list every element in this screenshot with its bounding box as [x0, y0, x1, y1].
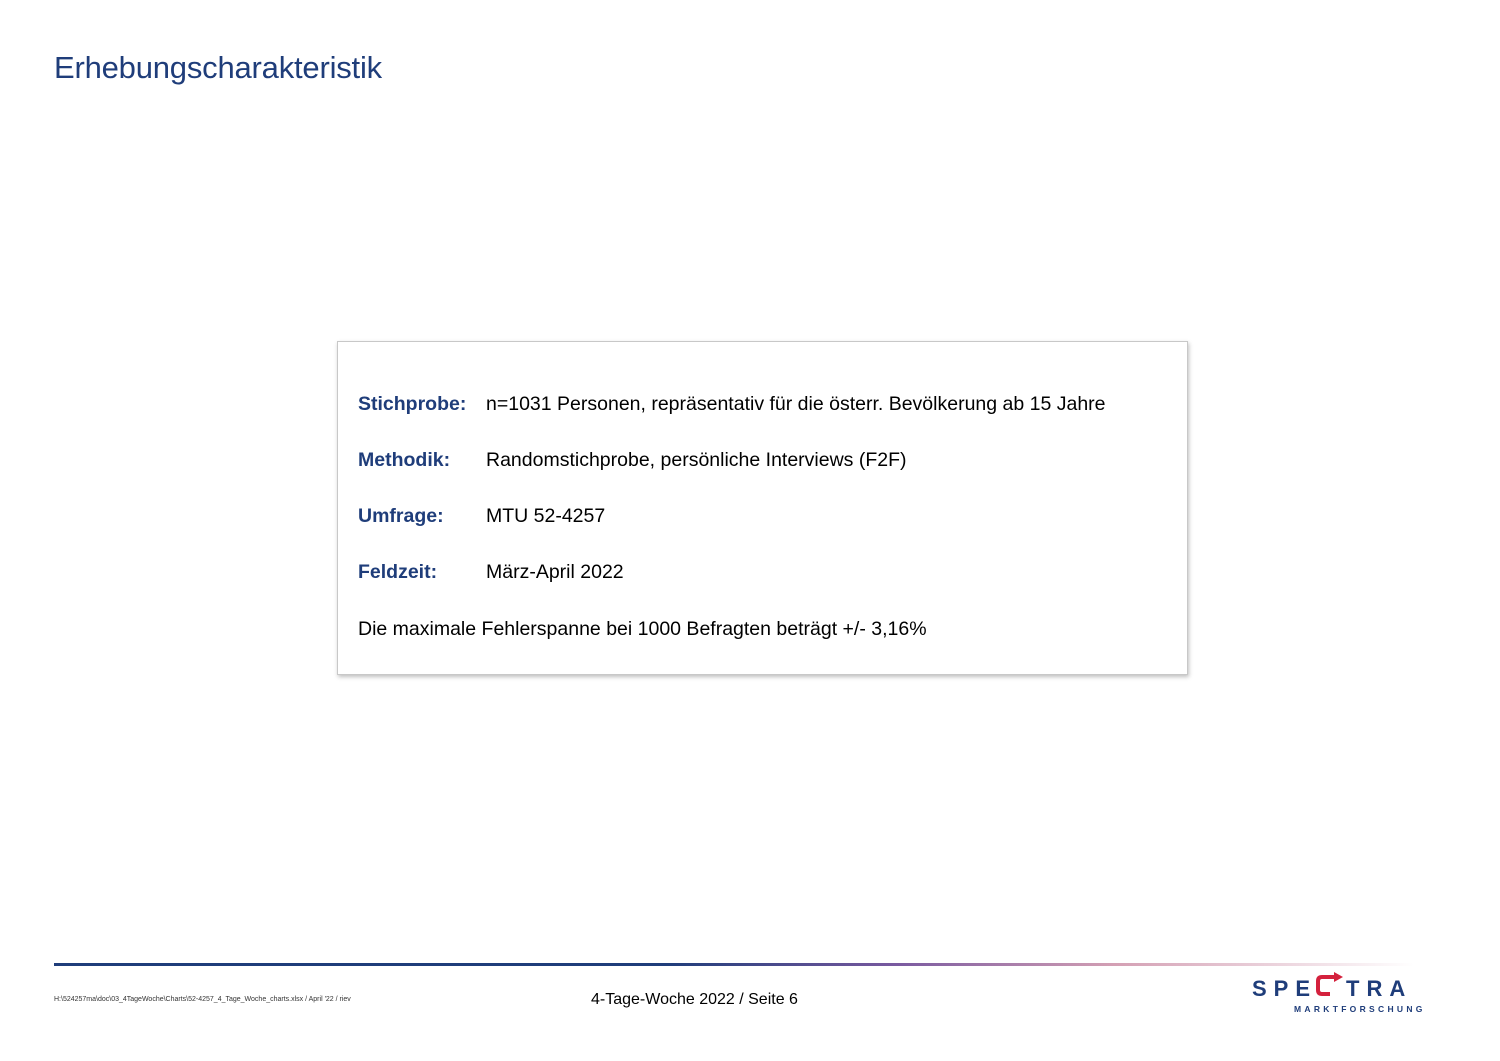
info-label: Umfrage: [358, 505, 444, 527]
info-value: Randomstichprobe, persönliche Interviews (F2F) [486, 449, 907, 471]
info-value: n=1031 Personen, repräsentativ für die österr. Bevölkerung ab 15 Jahre [486, 393, 1106, 415]
footer-file-path: H:\524257ma\doc\03_4TageWoche\Charts\52-4257_4_Tage_Woche_charts.xlsx / April '22 / riev [54, 996, 351, 1003]
logo-word-right: TRA [1346, 976, 1413, 1001]
info-label: Stichprobe: [358, 393, 467, 415]
survey-info-box [337, 341, 1188, 675]
page-title: Erhebungscharakteristik [54, 50, 382, 85]
logo-arrow-c-icon [1318, 977, 1336, 994]
info-value: MTU 52-4257 [486, 505, 606, 527]
info-label: Methodik: [358, 449, 451, 471]
footer-divider [54, 963, 1414, 966]
info-label: Feldzeit: [358, 561, 438, 583]
info-row-sample [358, 392, 1106, 416]
info-row-survey [358, 504, 605, 528]
logo-word-left: SPE [1252, 976, 1318, 1001]
logo-subtitle: MARKTFORSCHUNG [1294, 1004, 1426, 1014]
error-margin-note: Die maximale Fehlerspanne bei 1000 Befragten beträgt +/- 3,16% [358, 618, 927, 640]
info-row-field-time [358, 560, 624, 584]
info-value: März-April 2022 [486, 561, 624, 583]
info-row-method [358, 448, 907, 472]
spectra-logo [1250, 972, 1440, 1017]
footer-page-label: 4-Tage-Woche 2022 / Seite 6 [591, 991, 798, 1008]
logo-arrow-head-icon [1334, 972, 1343, 982]
